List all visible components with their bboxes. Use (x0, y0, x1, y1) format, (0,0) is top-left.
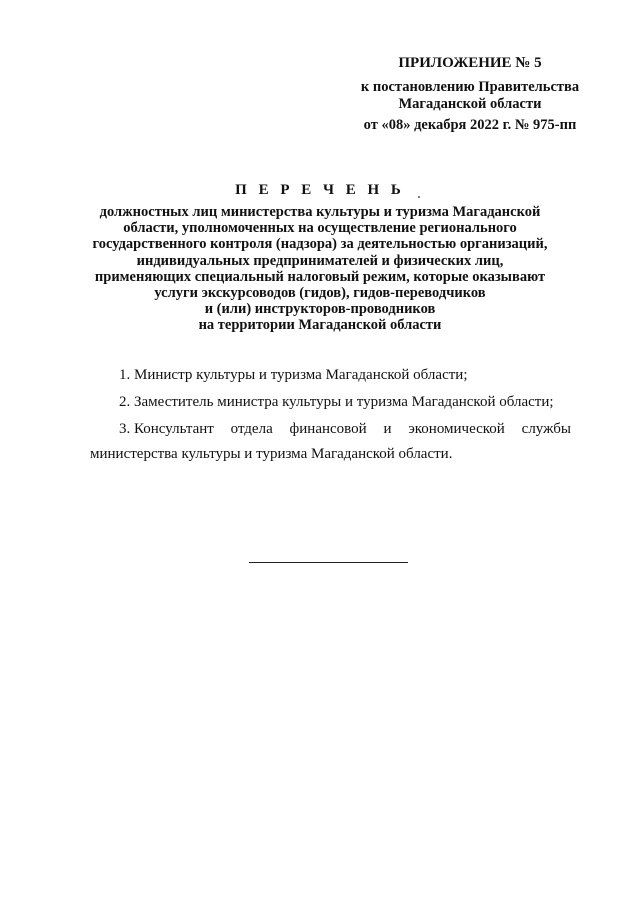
list-item-consultant (119, 420, 571, 438)
list-item-consultant-continuation: министерства культуры и туризма Магаданской области. (90, 446, 453, 462)
list-item-deputy-minister: 2. Заместитель министра культуры и туризма Магаданской области; (119, 394, 554, 410)
appendix-reference-line-2: Магаданской области (398, 96, 542, 112)
subtitle-line: должностных лиц министерства культуры и туризма Магаданской (99, 204, 541, 220)
subtitle-line: области, уполномоченных на осуществление регионального (123, 220, 517, 237)
list-item-word: финансовой (289, 421, 367, 437)
subtitle-line: государственного контроля (надзора) за деятельностью организаций, (92, 236, 548, 253)
scan-dot-mark (418, 196, 420, 198)
list-item-word: службы (521, 421, 571, 437)
list-item-word: экономической (408, 421, 505, 437)
subtitle-line: на территории Магаданской области (198, 317, 442, 334)
appendix-date-number: от «08» декабря 2022 г. № 975-пп (363, 117, 577, 133)
subtitle-line: и (или) инструкторов-проводников (204, 301, 436, 318)
end-divider-line (249, 562, 408, 563)
document-title: П Е Р Е Ч Е Н Ь (235, 182, 405, 198)
document-subtitle (80, 204, 560, 334)
subtitle-line: услуги экскурсоводов (гидов), гидов-переводчиков (154, 285, 486, 302)
subtitle-line: индивидуальных предпринимателей и физических лиц, (136, 252, 504, 269)
list-item-word: и (383, 421, 392, 437)
subtitle-line: применяющих специальный налоговый режим, которые оказывают (94, 268, 546, 285)
list-item-word: 3. Консультант (119, 421, 214, 437)
appendix-reference-line-1: к постановлению Правительства (360, 79, 580, 95)
list-item-word: отдела (230, 421, 273, 437)
appendix-title: ПРИЛОЖЕНИЕ № 5 (398, 55, 542, 71)
list-item-minister: 1. Министр культуры и туризма Магаданской области; (119, 367, 468, 383)
